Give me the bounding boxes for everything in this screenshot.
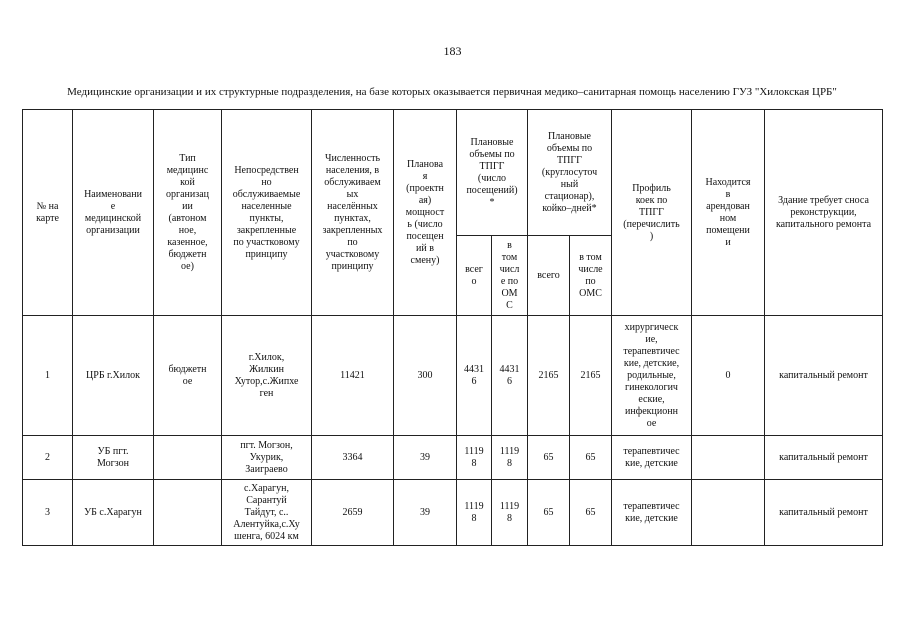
- cell-rented: 0: [692, 316, 765, 436]
- cell-building: капитальный ремонт: [765, 480, 883, 546]
- header-beds-total: всего: [528, 236, 570, 316]
- cell-capacity: 39: [394, 480, 457, 546]
- cell-profile: терапевтичес кие, детские: [612, 480, 692, 546]
- header-name: Наименовани е медицинской организации: [73, 110, 154, 316]
- cell-capacity: 39: [394, 436, 457, 480]
- cell-visits-oms: 1119 8: [492, 436, 528, 480]
- header-building: Здание требует сноса реконструкции, капитального ремонта: [765, 110, 883, 316]
- cell-beds-oms: 2165: [570, 316, 612, 436]
- cell-localities: г.Хилок, Жилкин Хутор,с.Жипхе ген: [222, 316, 312, 436]
- header-capacity: Планова я (проектн ая) мощност ь (число посещен ий в смену): [394, 110, 457, 316]
- cell-name: УБ с.Харагун: [73, 480, 154, 546]
- header-visits-oms: в том числ е по ОМ С: [492, 236, 528, 316]
- table-caption: Медицинские организации и их структурные подразделения, на базе которых оказывается первичная медико–санитарная помощь населению ГУЗ "Хилокская ЦРБ": [67, 86, 837, 98]
- header-profile: Профиль коек по ТПГГ (перечислить ): [612, 110, 692, 316]
- cell-num: 2: [23, 436, 73, 480]
- table-row: [23, 480, 883, 546]
- cell-rented: [692, 436, 765, 480]
- header-visits-total: всег о: [457, 236, 492, 316]
- cell-beds-total: 65: [528, 436, 570, 480]
- cell-building: капитальный ремонт: [765, 436, 883, 480]
- cell-localities: с.Харагун, Сарантуй Тайдут, с.. Алентуйка,с.Ху шенга, 6024 км: [222, 480, 312, 546]
- page-number: 183: [443, 44, 462, 58]
- cell-beds-total: 65: [528, 480, 570, 546]
- header-population: Численность населения, в обслуживаем ых населённых пунктах, закрепленных по участковому принципу: [312, 110, 394, 316]
- cell-visits-oms: 4431 6: [492, 316, 528, 436]
- cell-name: ЦРБ г.Хилок: [73, 316, 154, 436]
- cell-population: 11421: [312, 316, 394, 436]
- header-localities: Непосредствен но обслуживаемые населенные пункты, закрепленные по участковому принципу: [222, 110, 312, 316]
- cell-profile: хирургическ ие, терапевтичес кие, детские, родильные, гинекологич еские, инфекционн ое: [612, 316, 692, 436]
- header-num: № на карте: [23, 110, 73, 316]
- cell-type: [154, 436, 222, 480]
- cell-visits-oms: 1119 8: [492, 480, 528, 546]
- cell-type: бюджетн ое: [154, 316, 222, 436]
- header-beds-group: Плановые объемы по ТПГГ (круглосуточ ный стационар), койко–дней*: [528, 110, 612, 236]
- header-beds-oms: в том числе по ОМС: [570, 236, 612, 316]
- cell-capacity: 300: [394, 316, 457, 436]
- cell-population: 2659: [312, 480, 394, 546]
- cell-beds-total: 2165: [528, 316, 570, 436]
- cell-name: УБ пгт. Могзон: [73, 436, 154, 480]
- cell-beds-oms: 65: [570, 436, 612, 480]
- cell-type: [154, 480, 222, 546]
- cell-beds-oms: 65: [570, 480, 612, 546]
- cell-profile: терапевтичес кие, детские: [612, 436, 692, 480]
- cell-population: 3364: [312, 436, 394, 480]
- cell-localities: пгт. Могзон, Укурик, Заиграево: [222, 436, 312, 480]
- header-rented: Находится в арендован ном помещени и: [692, 110, 765, 316]
- cell-rented: [692, 480, 765, 546]
- cell-num: 3: [23, 480, 73, 546]
- header-type: Тип медицинс кой организац ии (автоном ное, казенное, бюджетн ое): [154, 110, 222, 316]
- cell-visits-total: 1119 8: [457, 436, 492, 480]
- table-row: [23, 316, 883, 436]
- header-visits-group: Плановые объемы по ТПГГ (число посещений) *: [457, 110, 528, 236]
- medical-organizations-table: [22, 109, 883, 546]
- header-row-top: [23, 110, 883, 236]
- table-row: [23, 436, 883, 480]
- cell-num: 1: [23, 316, 73, 436]
- cell-visits-total: 1119 8: [457, 480, 492, 546]
- cell-building: капитальный ремонт: [765, 316, 883, 436]
- cell-visits-total: 4431 6: [457, 316, 492, 436]
